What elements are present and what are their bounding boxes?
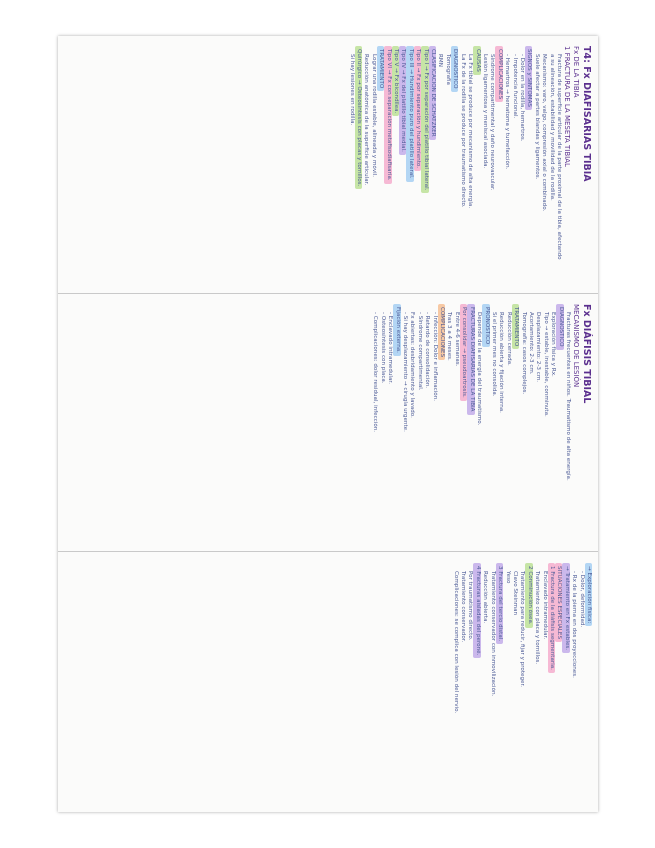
highlighted-text: FRACTURAS DIAFISARIAS DE LA TIBIA bbox=[467, 304, 474, 415]
note-line bbox=[362, 46, 369, 284]
note-text: Si el primer mes no consolida. bbox=[490, 312, 497, 397]
note-line bbox=[519, 304, 526, 542]
note-text: Tratamiento para reducir, fijar y proteger. bbox=[519, 571, 526, 688]
note-line bbox=[534, 304, 541, 542]
highlighted-text: DIAGNÓSTICO bbox=[451, 46, 458, 92]
highlighted-text: 1 Fractura de la diáfisis segmentaria. bbox=[548, 563, 555, 673]
note-text: Mecanismo: varo, valgo, compresión axial o combinado. bbox=[541, 54, 548, 212]
note-line bbox=[408, 304, 415, 542]
note-line bbox=[533, 563, 540, 801]
panel-tibial-shaft bbox=[58, 294, 598, 552]
note-text: Entre 4-6 semanas. bbox=[453, 312, 460, 367]
note-text: Clavo Steinman bbox=[511, 571, 518, 616]
highlighted-text: COMPLICACIONES bbox=[495, 46, 502, 102]
note-line bbox=[518, 563, 525, 801]
note-line bbox=[547, 46, 554, 284]
note-line bbox=[423, 304, 430, 542]
note-line bbox=[548, 563, 555, 801]
note-line bbox=[466, 46, 473, 284]
highlighted-text: 3 Fractura del tercio distal. bbox=[496, 563, 503, 644]
note-line bbox=[429, 46, 436, 284]
note-line bbox=[577, 563, 584, 801]
note-text: Reducción abierta. bbox=[482, 571, 489, 624]
highlighted-text: COMPLICACIONES bbox=[438, 304, 445, 360]
column-title: Fx DIÁFISIS TIBIAL bbox=[581, 304, 592, 404]
note-text: Síndrome compartimental y daño neurovascular. bbox=[489, 54, 496, 191]
section-heading: 1 FRACTURA DE LA MESETA TIBIAL bbox=[563, 46, 571, 167]
note-line bbox=[386, 304, 393, 542]
highlighted-text: Tipo II → Fx por separación y hundimiento. bbox=[414, 46, 421, 171]
note-line bbox=[503, 563, 510, 801]
note-text: - Infección: Dolor e inflamación. bbox=[431, 312, 438, 402]
note-line bbox=[421, 46, 428, 284]
highlighted-text: Tipo I → Fx por separación del platillo tibial lateral. bbox=[421, 46, 428, 193]
note-text: RMN bbox=[437, 54, 444, 67]
note-line bbox=[401, 304, 408, 542]
note-line bbox=[481, 563, 488, 801]
note-line bbox=[444, 46, 451, 284]
note-text: Tras 3 a 4 meses. bbox=[446, 312, 453, 361]
highlighted-text: TRATAMIENTO bbox=[377, 46, 384, 91]
note-line bbox=[414, 46, 421, 284]
highlighted-text: 2 Conminución ósea. bbox=[525, 563, 532, 628]
note-line bbox=[430, 304, 437, 542]
note-text: Lesión ligamentosa y meniscal asociada. bbox=[481, 54, 488, 169]
note-line bbox=[384, 46, 391, 284]
note-line bbox=[497, 304, 504, 542]
panel-special-situations bbox=[58, 552, 598, 812]
note-text: Depende de la energía del traumatismo. bbox=[476, 312, 483, 426]
highlighted-text: Tipo VI → Fx con separación metafisodiafisaria. bbox=[384, 46, 391, 184]
column-title: T4: Fx DIAFISARIAS TIBIA bbox=[581, 46, 592, 182]
highlighted-text: CLASIFICACIÓN DE SCHATZKER bbox=[429, 46, 436, 140]
note-line bbox=[495, 46, 502, 284]
note-line bbox=[585, 563, 592, 801]
note-line bbox=[488, 46, 495, 284]
highlighted-text: Por consolidar → pseudoartrosis. bbox=[460, 304, 467, 401]
note-line bbox=[555, 563, 562, 801]
note-line bbox=[459, 563, 466, 801]
note-line bbox=[549, 304, 556, 542]
note-line bbox=[453, 304, 460, 542]
note-text: Reducción anatómica de la superficie articular. bbox=[363, 54, 370, 186]
note-text: - Dolor en la rodilla, hemartros. bbox=[518, 54, 525, 142]
highlighted-text: DIAGNÓSTICO bbox=[556, 304, 563, 350]
note-line bbox=[518, 46, 525, 284]
note-text: Fracturas frecuentes en niños. Traumatismo de alta energía. bbox=[565, 312, 571, 481]
note-line bbox=[458, 46, 465, 284]
highlighted-text: Fijación externa. bbox=[393, 304, 400, 356]
note-line bbox=[474, 563, 481, 801]
note-line bbox=[415, 304, 422, 542]
column-tibial-shaft bbox=[58, 294, 598, 552]
highlighted-text: Quirúrgico → Osteosíntesis con placas y tornillos. bbox=[355, 46, 362, 189]
note-text: Si hay lesiones en rodilla. bbox=[348, 54, 355, 126]
note-line bbox=[451, 46, 458, 284]
note-text: - Osteosíntesis con placa. bbox=[379, 312, 386, 384]
note-text: - Dolor, deformidad. bbox=[578, 571, 585, 628]
note-line bbox=[532, 46, 539, 284]
note-line bbox=[355, 46, 362, 284]
note-line bbox=[436, 46, 443, 284]
note-line bbox=[347, 46, 354, 284]
note-text: Tratamiento con placa y tornillos. bbox=[534, 571, 541, 665]
note-line bbox=[570, 563, 577, 801]
note-text: Enclavado intramedular. bbox=[541, 571, 548, 640]
note-text: - Rx de la pierna en dos proyecciones. bbox=[571, 571, 578, 678]
note-line bbox=[541, 304, 548, 542]
note-line bbox=[466, 563, 473, 801]
note-line bbox=[564, 304, 571, 542]
note-text: - Hemartros → hematoma y tumefacción. bbox=[504, 54, 511, 170]
highlighted-text: SIGNOS y SÍNTOMAS bbox=[525, 46, 532, 110]
note-text: - Complicaciones: dolor residual, infección. bbox=[372, 312, 379, 433]
note-line bbox=[525, 563, 532, 801]
note-line bbox=[371, 304, 378, 542]
note-line bbox=[438, 304, 445, 542]
note-line bbox=[496, 563, 503, 801]
highlighted-text: → Exploración física: bbox=[585, 563, 592, 626]
note-text: Tratamiento conservador. bbox=[460, 571, 467, 643]
column-subtitle: MECANISMO DE LESIÓN bbox=[572, 304, 580, 388]
note-line bbox=[512, 304, 519, 542]
highlighted-text: → Tratamiento en Fx estables. bbox=[562, 563, 569, 653]
notes-sheet bbox=[58, 36, 598, 812]
note-line bbox=[540, 563, 547, 801]
note-line bbox=[555, 46, 562, 284]
note-line bbox=[510, 46, 517, 284]
highlighted-text: Tipo IV → Fx del platillo tibial medial. bbox=[399, 46, 406, 155]
note-text: a su alineación, estabilidad y movilidad de la rodilla. bbox=[548, 54, 555, 201]
note-text: Exploración física y Rx. bbox=[550, 312, 557, 377]
highlighted-text: CAUSAS bbox=[473, 46, 480, 75]
note-line bbox=[445, 304, 452, 542]
note-line bbox=[490, 304, 497, 542]
note-line bbox=[467, 304, 474, 542]
note-line bbox=[399, 46, 406, 284]
highlighted-text: SITUACIONES ESPECIALES bbox=[555, 563, 562, 642]
note-text: Tomografía: casos complejos. bbox=[520, 312, 527, 395]
note-text: Por traumatismo directo. bbox=[467, 571, 474, 641]
note-line bbox=[562, 563, 569, 801]
note-text: Tratamiento conservador con inmovilización. bbox=[489, 571, 496, 697]
panel-tibial-plateau bbox=[58, 36, 598, 294]
note-text: Suele afectar a partes blandas y ligamentos. bbox=[533, 54, 540, 180]
note-line bbox=[504, 304, 511, 542]
note-line bbox=[488, 563, 495, 801]
note-text: Reducción cerrada. bbox=[505, 312, 512, 366]
note-line bbox=[393, 304, 400, 542]
column-subtitle: Fx DE LA TIBIA bbox=[572, 46, 580, 98]
note-line bbox=[406, 46, 413, 284]
note-line bbox=[511, 563, 518, 801]
note-text: Lograr una rodilla estable, alineada y móvil. bbox=[370, 54, 377, 178]
highlighted-text: Tipo V → Fx bicondílea. bbox=[392, 46, 399, 116]
highlighted-text: PRONÓSTICO bbox=[482, 304, 489, 347]
note-text: Complicaciones: se complica con lesión del nervio. bbox=[452, 571, 459, 714]
note-text: Fractura de superficie articular de la parte proximal de la tibia, afectando bbox=[556, 54, 562, 260]
note-text: - Retardo de consolidación. bbox=[424, 312, 431, 389]
highlighted-text: 4 Fracturas aisladas del peroné. bbox=[474, 563, 481, 658]
note-text: Tomografía bbox=[444, 54, 451, 85]
note-text: - Impotencia funcional. bbox=[511, 54, 518, 119]
note-line bbox=[540, 46, 547, 284]
note-line bbox=[460, 304, 467, 542]
note-line bbox=[392, 46, 399, 284]
note-line bbox=[556, 304, 563, 542]
highlighted-text: TRATAMIENTO bbox=[512, 304, 519, 349]
note-text: Reducción abierta y fijación interna. bbox=[498, 312, 505, 413]
note-line bbox=[451, 563, 458, 801]
note-line bbox=[481, 46, 488, 284]
highlighted-text: Tipo III → Hundimiento puro del platillo lateral. bbox=[406, 46, 413, 182]
note-text: - Enclavado intramedular. bbox=[387, 312, 394, 384]
note-line bbox=[527, 304, 534, 542]
note-text: La Fx de la rodilla se produce por traumatismo directo. bbox=[459, 54, 466, 208]
note-line bbox=[503, 46, 510, 284]
note-text: Tipo → estable, inestable, conminuta. bbox=[542, 312, 549, 417]
note-line bbox=[482, 304, 489, 542]
note-line bbox=[377, 46, 384, 284]
note-line bbox=[525, 46, 532, 284]
note-line bbox=[473, 46, 480, 284]
note-text: Yeso bbox=[504, 571, 511, 584]
note-text: - Si hay desplazamiento → cirugía urgente. bbox=[402, 312, 409, 432]
column-tibial-plateau bbox=[58, 36, 598, 294]
note-line bbox=[378, 304, 385, 542]
note-line bbox=[369, 46, 376, 284]
note-text: Desplazamiento: 2-3 cm. bbox=[535, 312, 542, 383]
column-special-situations bbox=[58, 553, 598, 811]
note-line bbox=[475, 304, 482, 542]
note-text: Acortamiento: 2-3 cm. bbox=[527, 312, 534, 375]
note-text: La Fx tibial se produce por mecanismo de alta energía. bbox=[467, 54, 474, 209]
note-text: - Síndrome compartimental. bbox=[416, 312, 423, 391]
note-text: Fx abiertas: desbridamiento y lavado. bbox=[409, 312, 416, 418]
